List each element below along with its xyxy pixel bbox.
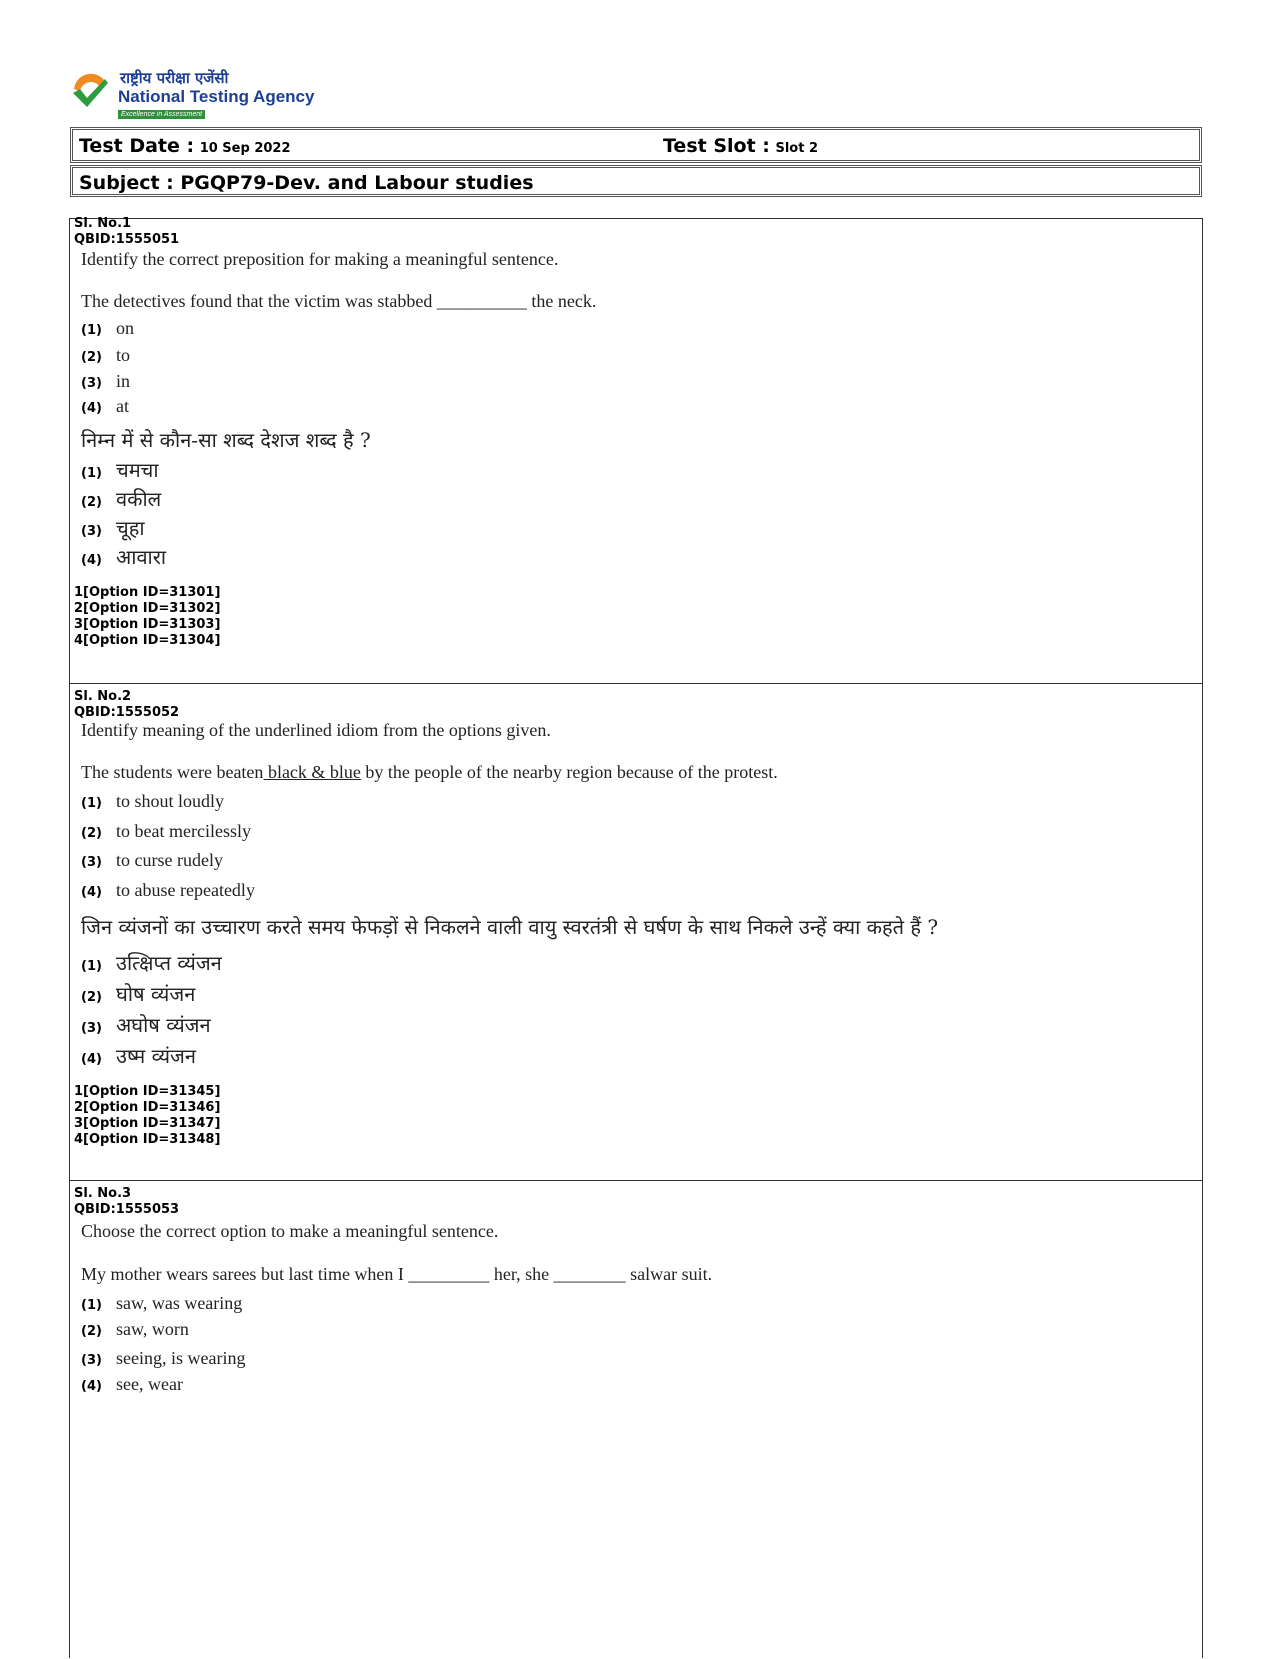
option-text: चमचा bbox=[116, 458, 159, 482]
test-date bbox=[79, 135, 291, 157]
option-2[interactable] bbox=[81, 821, 251, 842]
hindi-question: निम्न में से कौन-सा शब्द देशज शब्द है ? bbox=[81, 428, 371, 452]
option-number: (2) bbox=[81, 1324, 102, 1339]
option-number: (3) bbox=[81, 1021, 102, 1036]
sentence-part: by the people of the nearby region because of the protest. bbox=[360, 762, 778, 782]
question-paper bbox=[69, 218, 1203, 1658]
test-slot-value: Slot 2 bbox=[775, 141, 818, 156]
nta-logo bbox=[70, 68, 330, 120]
question-sentence bbox=[81, 762, 778, 783]
serial-number: Sl. No.2 bbox=[74, 689, 132, 704]
hindi-option-4[interactable] bbox=[81, 543, 166, 570]
option-4[interactable] bbox=[81, 880, 255, 901]
test-slot-label: Test Slot : bbox=[663, 135, 770, 157]
option-3[interactable] bbox=[81, 1348, 245, 1369]
option-number: (1) bbox=[81, 466, 102, 481]
question-instruction: Identify the correct preposition for making a meaningful sentence. bbox=[81, 249, 559, 269]
option-4[interactable] bbox=[81, 396, 129, 417]
underlined-idiom: black & blue bbox=[263, 762, 361, 782]
logo-hindi-text: राष्ट्रीय परीक्षा एजेंसी bbox=[120, 69, 229, 87]
option-id: 1[Option ID=31345] bbox=[74, 1084, 221, 1099]
option-id: 2[Option ID=31346] bbox=[74, 1100, 221, 1115]
option-number: (2) bbox=[81, 495, 102, 510]
option-text: at bbox=[116, 396, 129, 416]
question-sentence: The detectives found that the victim was stabbed __________ the neck. bbox=[81, 291, 597, 311]
hindi-option-4[interactable] bbox=[81, 1042, 196, 1069]
test-slot bbox=[663, 135, 818, 157]
option-number: (1) bbox=[81, 796, 102, 811]
option-id: 3[Option ID=31347] bbox=[74, 1116, 221, 1131]
question-sentence: My mother wears sarees but last time when I _________ her, she ________ salwar suit. bbox=[81, 1264, 713, 1284]
option-text: to curse rudely bbox=[116, 850, 223, 870]
test-date-value: 10 Sep 2022 bbox=[199, 141, 291, 156]
option-3[interactable] bbox=[81, 371, 130, 392]
option-text: to shout loudly bbox=[116, 791, 225, 811]
question-meta bbox=[74, 216, 179, 248]
option-number: (1) bbox=[81, 323, 102, 338]
option-number: (4) bbox=[81, 553, 102, 568]
option-3[interactable] bbox=[81, 850, 223, 871]
option-1[interactable] bbox=[81, 318, 134, 339]
hindi-option-1[interactable] bbox=[81, 456, 159, 483]
option-id: 2[Option ID=31302] bbox=[74, 601, 221, 616]
option-text: to abuse repeatedly bbox=[116, 880, 255, 900]
option-text: to bbox=[116, 345, 131, 365]
qbid: QBID:1555052 bbox=[74, 705, 180, 720]
option-number: (4) bbox=[81, 1379, 102, 1394]
option-id: 1[Option ID=31301] bbox=[74, 585, 221, 600]
option-number: (3) bbox=[81, 376, 102, 391]
qbid: QBID:1555053 bbox=[74, 1202, 180, 1217]
option-id-list bbox=[74, 1084, 220, 1148]
option-id: 4[Option ID=31348] bbox=[74, 1132, 221, 1147]
option-text: in bbox=[116, 371, 131, 391]
option-4[interactable] bbox=[81, 1374, 183, 1395]
option-text: आवारा bbox=[116, 545, 167, 569]
question-meta bbox=[74, 689, 179, 721]
test-date-label: Test Date : bbox=[79, 135, 195, 157]
sentence-part: The students were beaten bbox=[81, 762, 264, 782]
test-info-bar bbox=[70, 127, 1202, 163]
question-meta bbox=[74, 1186, 179, 1218]
option-text: saw, was wearing bbox=[116, 1293, 243, 1313]
logo-tagline: Excellence in Assessment bbox=[118, 110, 205, 119]
option-text: see, wear bbox=[116, 1374, 183, 1394]
subject-title: Subject : PGQP79-Dev. and Labour studies bbox=[79, 172, 534, 194]
option-number: (3) bbox=[81, 855, 102, 870]
question-block-2 bbox=[70, 684, 1202, 1181]
option-id: 3[Option ID=31303] bbox=[74, 617, 221, 632]
option-2[interactable] bbox=[81, 1319, 189, 1340]
logo-english-text: National Testing Agency bbox=[118, 87, 315, 106]
serial-number: Sl. No.3 bbox=[74, 1186, 132, 1201]
hindi-option-2[interactable] bbox=[81, 980, 195, 1007]
hindi-option-3[interactable] bbox=[81, 514, 145, 541]
question-block-1 bbox=[70, 216, 1202, 684]
option-number: (2) bbox=[81, 350, 102, 365]
option-text: उत्क्षिप्त व्यंजन bbox=[116, 951, 222, 975]
hindi-question: जिन व्यंजनों का उच्चारण करते समय फेफड़ों से निकलने वाली वायु स्वरतंत्री से घर्षण के साथ निकले उन्हें क्या कहते हैं ? bbox=[81, 915, 939, 939]
qbid: QBID:1555051 bbox=[74, 232, 180, 247]
option-text: चूहा bbox=[116, 516, 145, 540]
subject-bar bbox=[70, 165, 1202, 197]
option-number: (1) bbox=[81, 959, 102, 974]
option-number: (2) bbox=[81, 826, 102, 841]
question-instruction: Identify meaning of the underlined idiom from the options given. bbox=[81, 720, 551, 740]
option-number: (2) bbox=[81, 990, 102, 1005]
option-id: 4[Option ID=31304] bbox=[74, 633, 221, 648]
option-id-list bbox=[74, 585, 220, 649]
option-number: (1) bbox=[81, 1298, 102, 1313]
option-number: (4) bbox=[81, 885, 102, 900]
option-text: उष्म व्यंजन bbox=[116, 1044, 196, 1068]
option-text: वकील bbox=[116, 487, 162, 511]
serial-number: Sl. No.1 bbox=[74, 216, 132, 231]
option-text: seeing, is wearing bbox=[116, 1348, 246, 1368]
option-text: on bbox=[116, 318, 134, 338]
hindi-option-2[interactable] bbox=[81, 485, 161, 512]
option-number: (3) bbox=[81, 1353, 102, 1368]
option-text: अघोष व्यंजन bbox=[116, 1013, 211, 1037]
hindi-option-3[interactable] bbox=[81, 1011, 211, 1038]
option-1[interactable] bbox=[81, 791, 224, 812]
option-1[interactable] bbox=[81, 1293, 242, 1314]
question-block-3 bbox=[70, 1181, 1202, 1659]
option-number: (3) bbox=[81, 524, 102, 539]
nta-checkmark-icon bbox=[70, 71, 110, 111]
option-number: (4) bbox=[81, 401, 102, 416]
option-text: saw, worn bbox=[116, 1319, 189, 1339]
option-text: घोष व्यंजन bbox=[116, 982, 196, 1006]
option-2[interactable] bbox=[81, 345, 130, 366]
hindi-option-1[interactable] bbox=[81, 949, 222, 976]
option-number: (4) bbox=[81, 1052, 102, 1067]
option-text: to beat mercilessly bbox=[116, 821, 251, 841]
question-instruction: Choose the correct option to make a meaningful sentence. bbox=[81, 1221, 499, 1241]
